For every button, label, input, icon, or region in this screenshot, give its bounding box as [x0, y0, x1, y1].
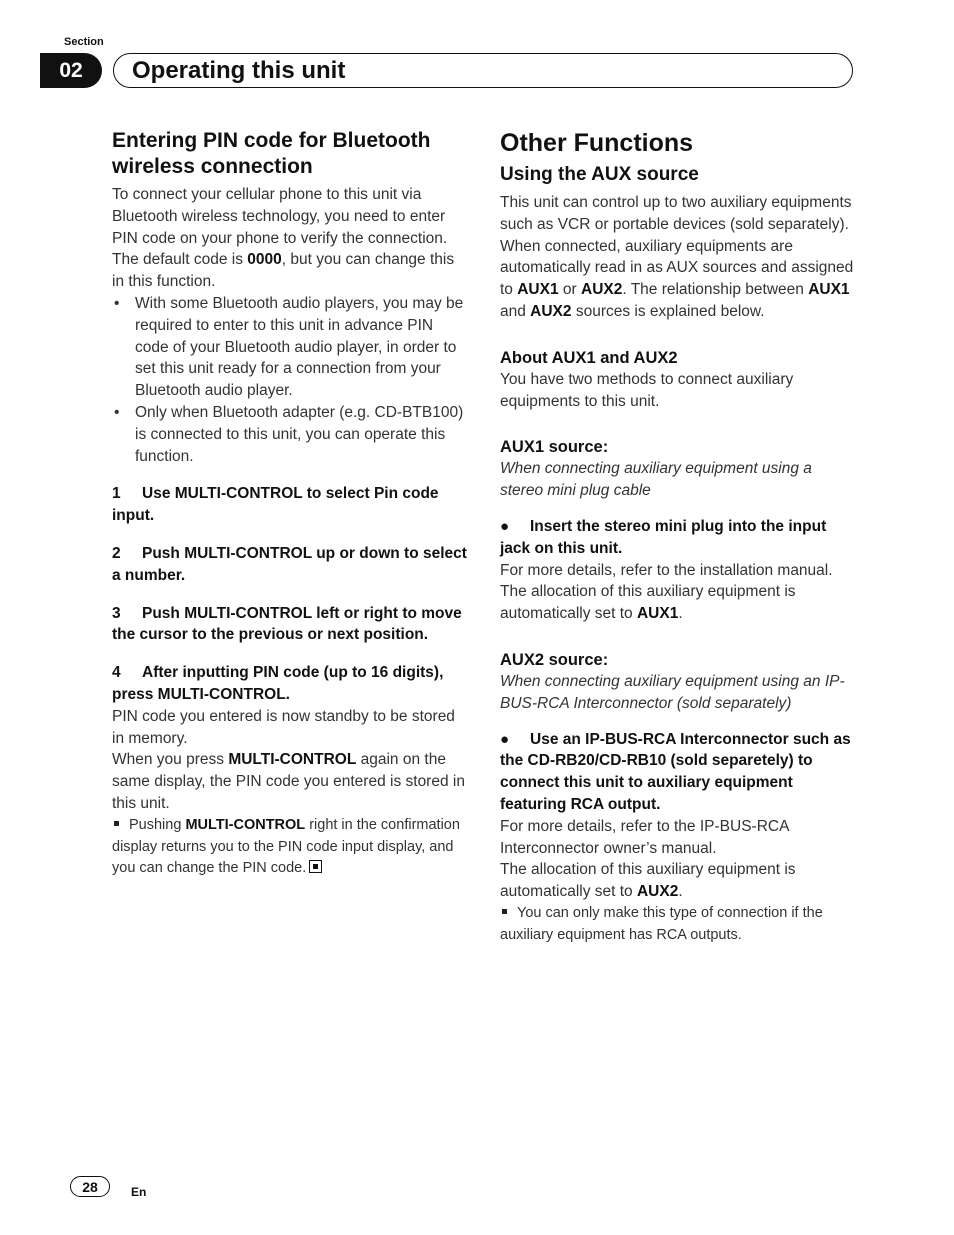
bullet-list	[112, 293, 467, 467]
right-column	[500, 128, 856, 947]
section-title-box	[113, 53, 853, 88]
aux1-italic: When connecting auxiliary equipment using a stereo mini plug cable	[500, 460, 812, 500]
section-title: Operating this unit	[132, 57, 346, 84]
aux-intro: This unit can control up to two auxiliary equipments such as VCR or portable devices (sold separately). When connected, auxiliary equipments are automatically read in as AUX sources and assigned to AUX1 or AUX2. The relationship between AUX1 and AUX2 sources is explained below.	[500, 194, 854, 320]
step-2: 2 Push MULTI-CONTROL up or down to select a number.	[112, 544, 467, 584]
step-1: 1 Use MULTI-CONTROL to select Pin code input.	[112, 485, 439, 525]
aux2-desc: For more details, refer to the IP-BUS-RCA Interconnector owner’s manual.	[500, 817, 789, 857]
step-4-description: PIN code you entered is now standby to be stored in memory.	[112, 707, 455, 747]
other-functions-heading: Other Functions	[500, 129, 694, 157]
step-dot-icon: ●	[500, 730, 510, 748]
section-number-badge: 02	[40, 53, 102, 88]
step-4-description-2: When you press MULTI-CONTROL again on the same display, the PIN code you entered is stored in this unit.	[112, 751, 465, 812]
note-square-icon	[114, 821, 119, 826]
aux2-italic: When connecting auxiliary equipment using an IP-BUS-RCA Interconnector (sold separately)	[500, 672, 845, 712]
aux2-heading: AUX2 source:	[500, 650, 609, 669]
pin-intro: To connect your cellular phone to this unit via Bluetooth wireless technology, you need to enter PIN code on your phone to verify the connection. The default code is 0000, but you can change this in this function.	[112, 186, 455, 291]
note-square-icon	[502, 909, 507, 914]
pin-note: Pushing MULTI-CONTROL right in the confirmation display returns you to the PIN code input display, and you can change the PIN code.	[112, 816, 460, 877]
aux-source-heading: Using the AUX source	[500, 164, 699, 185]
step-dot-icon: ●	[500, 517, 510, 535]
language-label: En	[131, 1185, 147, 1199]
step-3: 3 Push MULTI-CONTROL left or right to move the cursor to the previous or next position.	[112, 604, 462, 644]
aux1-heading: AUX1 source:	[500, 438, 609, 457]
aux2-step: ● Use an IP-BUS-RCA Interconnector such as the CD-RB20/CD-RB10 (sold separetely) to connect this unit to auxiliary equipment featuring RCA output.	[500, 730, 851, 813]
bullet-item: • With some Bluetooth audio players, you may be required to enter to this unit in advance PIN code of your Bluetooth audio player, in order to set this unit ready for a connection from your Bluetooth audio player.	[114, 294, 464, 400]
aux1-desc: For more details, refer to the installation manual.	[500, 561, 833, 579]
about-aux-heading: About AUX1 and AUX2	[500, 348, 678, 367]
bullet-marker: •	[114, 403, 120, 421]
step-4: 4 After inputting PIN code (up to 16 digits), press MULTI-CONTROL.	[112, 664, 444, 703]
page-number: 28	[70, 1176, 110, 1197]
pin-code-heading: Entering PIN code for Bluetooth wireless connection	[112, 129, 431, 178]
aux2-alloc: The allocation of this auxiliary equipment is automatically set to AUX2.	[500, 861, 796, 901]
aux1-alloc: The allocation of this auxiliary equipment is automatically set to AUX1.	[500, 583, 796, 623]
aux1-step: ● Insert the stereo mini plug into the input jack on this unit.	[500, 517, 827, 557]
left-column	[112, 128, 467, 880]
bullet-item: • Only when Bluetooth adapter (e.g. CD-BTB100) is connected to this unit, you can operate this function.	[114, 403, 464, 465]
aux2-note: You can only make this type of connection if the auxiliary equipment has RCA outputs.	[500, 904, 823, 943]
end-of-section-icon	[309, 860, 322, 873]
about-aux-text: You have two methods to connect auxiliary equipments to this unit.	[500, 370, 794, 410]
bullet-marker: •	[114, 294, 120, 312]
section-label: Section	[64, 36, 104, 48]
